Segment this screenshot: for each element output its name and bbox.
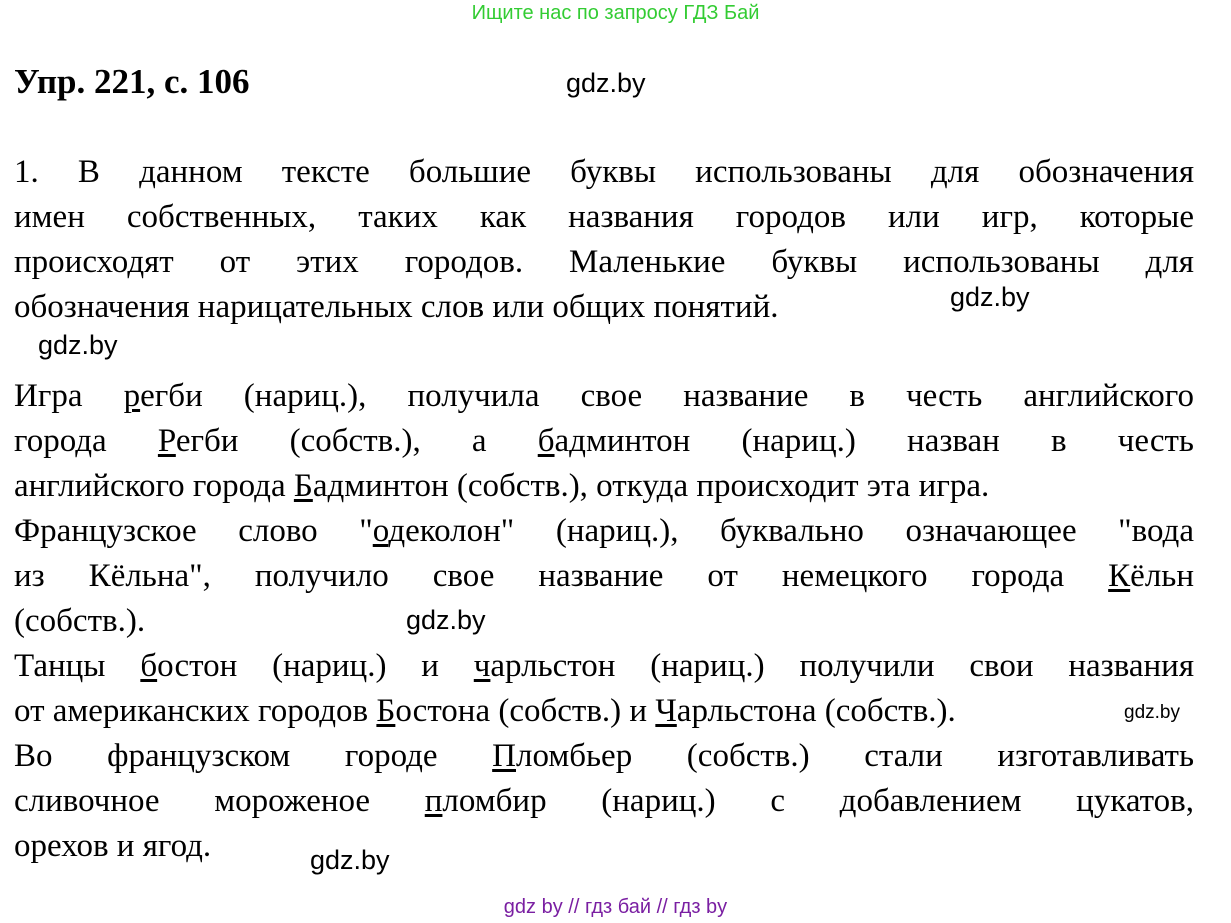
paragraph-4 [14,734,1194,869]
exercise-title: Упр. 221, с. 106 [14,62,250,101]
text-line: от американских городов Бостона (собств.) и Чарльстона (собств.). [14,693,956,729]
watermark: gdz.by [1124,702,1180,723]
text-line: Игра регби (нариц.), получила свое название в честь английского [14,378,1194,414]
paragraph-3 [14,644,1194,734]
text-line: города Регби (собств.), а бадминтон (нариц.) назван в честь [14,423,1194,459]
text-line: обозначения нарицательных слов или общих понятий. [14,289,779,325]
top-banner: Ищите нас по запросу ГДЗ Бай [471,2,760,24]
text-line: имен собственных, таких как названия городов или игр, которые [14,199,1194,235]
text-line: (собств.). [14,603,146,639]
watermark: gdz.by [310,845,390,875]
text-line: сливочное мороженое пломбир (нариц.) с добавлением цукатов, [14,783,1194,819]
text-line: происходят от этих городов. Маленькие буквы использованы для [14,244,1194,280]
watermark: gdz.by [950,282,1030,312]
text-line: Танцы бостон (нариц.) и чарльстон (нариц.) получили свои названия [14,648,1194,684]
text-line: орехов и ягод. [14,828,212,864]
watermark: gdz.by [566,68,646,98]
text-line: английского города Бадминтон (собств.), откуда происходит эта игра. [14,468,990,504]
text-line: Во французском городе Пломбьер (собств.) стали изготавливать [14,738,1194,774]
paragraph-2 [14,374,1194,644]
text-line: 1. В данном тексте большие буквы использованы для обозначения [14,154,1194,190]
footer-watermark: gdz by // гдз бай // гдз by [503,896,728,918]
text-line: Французское слово "одеколон" (нариц.), буквально означающее "вода [14,513,1194,549]
watermark: gdz.by [38,330,118,360]
text-line: из Кёльна", получило свое название от немецкого города Кёльн [14,558,1194,594]
watermark: gdz.by [406,605,486,635]
